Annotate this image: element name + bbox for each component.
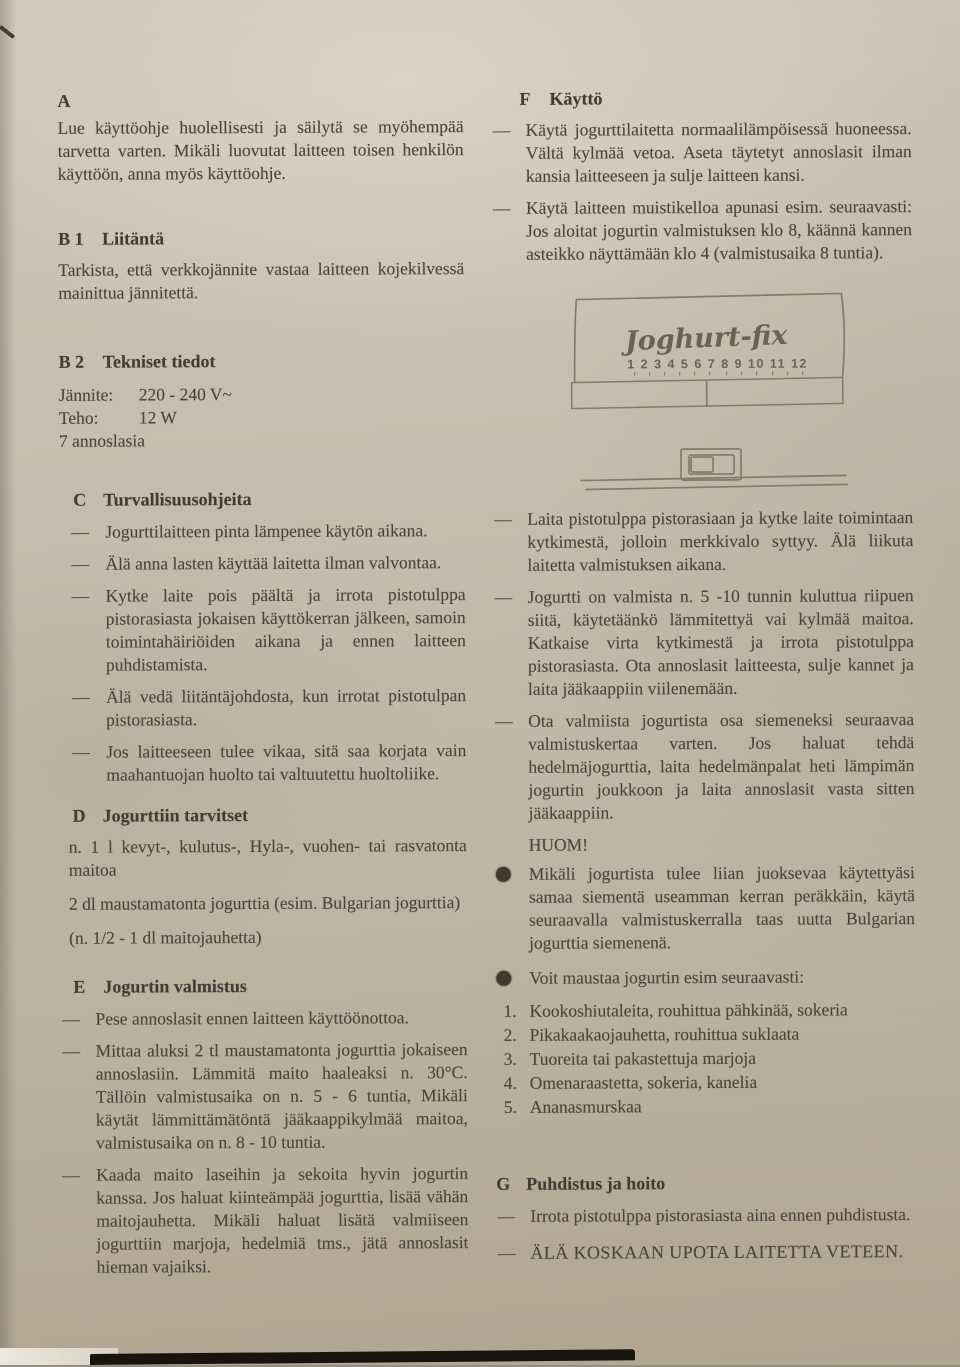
- usage-item: [492, 195, 912, 266]
- section-f-letter: F: [519, 88, 549, 111]
- section-c-letter: C: [73, 489, 103, 512]
- spec-voltage-value: 220 - 240 V~: [139, 384, 232, 404]
- section-f-title: Käyttö: [549, 88, 602, 108]
- section-e-heading: [61, 974, 467, 999]
- spec-voltage-label: Jännite:: [59, 383, 139, 406]
- spec-power-value: 12 W: [139, 407, 177, 427]
- scale-ticks: [635, 372, 803, 376]
- bullet-dot-icon: [496, 867, 511, 882]
- dash-marker: —: [497, 1205, 515, 1228]
- flavor-item: [496, 1069, 916, 1095]
- lid-left-edge: [574, 300, 576, 382]
- section-g-letter: G: [496, 1173, 526, 1196]
- section-a-paragraph: Lue käyttöohje huolellisesti ja säilytä se myöhempää tarvetta varten. Mikäli luovutat laitteen toisen henkilön käyttöön, anna myös käyttöohje.: [58, 115, 464, 186]
- left-column: [57, 88, 468, 1288]
- safety-item: [60, 684, 466, 732]
- ingredient-paragraph: (n. 1/2 - 1 dl maitojauhetta): [61, 925, 467, 950]
- section-f-heading: [491, 86, 911, 111]
- usage-item: [492, 117, 912, 188]
- flavor-list: [495, 997, 916, 1119]
- preparation-step-text: Mittaa aluksi 2 tl maustamatonta jogurttia jokaiseen annoslasiin. Lämmitä maito haaleaksi n. 30°C. Tällöin valmistusaika on n. 5 - 6 tuntia, Mikäli käytät lämmittämätöntä jääkaappikylmää maitoa, valmistusaika on n. 8 - 10 tuntia.: [96, 1039, 468, 1153]
- section-b2-letter: B 2: [59, 351, 103, 374]
- safety-item: [60, 739, 466, 787]
- safety-item: [59, 551, 465, 576]
- preparation-step: [62, 1038, 468, 1155]
- preparation-step: [62, 1162, 468, 1279]
- dash-marker: —: [495, 586, 513, 609]
- section-b2-heading: [59, 349, 465, 374]
- flavor-number: 2.: [503, 1023, 516, 1047]
- huom-label: HUOM!: [495, 832, 915, 857]
- section-e-letter: E: [73, 976, 103, 999]
- section-d-title: Jogurttiin tarvitset: [103, 805, 249, 826]
- preparation-step-text: Pese annoslasit ennen laitteen käyttöönottoa.: [95, 1007, 409, 1028]
- safety-item-text: Jos laitteeseen tulee vikaa, sitä saa korjata vain maahantuojan huolto tai valtuutettu huoltoliike.: [106, 740, 466, 785]
- section-d-heading: [61, 803, 467, 828]
- bullet-dot-icon: [496, 971, 511, 986]
- ingredient-paragraph: n. 1 l kevyt-, kulutus-, Hyla-, vuohen- tai rasvatonta maitoa: [61, 834, 467, 882]
- section-b1-title: Liitäntä: [102, 228, 164, 248]
- dash-marker: —: [63, 1040, 81, 1063]
- safety-item-text: Kytke laite pois päältä ja irrota pistotulppa pistorasiasta jokaisen käyttökerran jälkeen, samoin toimintahäiriöiden aikana ja ennen laitteen puhdistamista.: [106, 584, 466, 675]
- preparation-step: [61, 1006, 467, 1031]
- note-bullet: [495, 965, 915, 990]
- flavor-item: [496, 1093, 916, 1119]
- dash-marker: —: [493, 119, 511, 142]
- spec-power: [59, 405, 465, 430]
- section-g-heading: [496, 1171, 916, 1196]
- flavor-text: Ananasmurskaa: [530, 1096, 642, 1116]
- dash-marker: —: [495, 710, 513, 733]
- section-c-heading: [59, 487, 465, 512]
- flavor-number: 3.: [504, 1047, 517, 1071]
- right-column: [491, 86, 916, 1274]
- section-d-letter: D: [73, 805, 103, 828]
- dash-marker: —: [71, 553, 89, 576]
- base-bottom-edge: [586, 484, 847, 489]
- safety-item-text: Älä vedä liitäntäjohdosta, kun irrotat pistotulpan pistorasiasta.: [106, 685, 466, 730]
- usage-item-text: Laita pistotulppa pistorasiaan ja kytke laite toimintaan kytkimestä, jolloin merkkivalo syttyy. Älä liikuta laitetta valmistuksen aikana.: [527, 507, 913, 575]
- dash-marker: —: [494, 508, 512, 531]
- flavor-number: 5.: [504, 1095, 517, 1119]
- spec-voltage: [59, 382, 465, 407]
- flavor-text: Omenaraastetta, sokeria, kanelia: [530, 1072, 757, 1093]
- section-b1-paragraph: Tarkista, että verkkojännite vastaa laitteen kojekilvessä mainittua jännitettä.: [58, 257, 464, 305]
- flavor-text: Pikakaakaojauhetta, rouhittua suklaata: [529, 1024, 799, 1045]
- safety-item-text: Älä anna lasten käyttää laitetta ilman valvontaa.: [105, 552, 441, 573]
- safety-item-text: Jogurttilaitteen pinta lämpenee käytön aikana.: [105, 520, 427, 541]
- flavor-item: [495, 1021, 915, 1047]
- brand-logo-text: Joghurt-fix: [619, 320, 789, 358]
- flavor-item: [495, 997, 915, 1023]
- safety-item: [59, 519, 465, 544]
- dash-marker: —: [71, 521, 89, 544]
- usage-item-text: Ota valmiista jogurtista osa siemeneksi seuraavaa valmistuskertaa varten. Jos haluat tehdä hedelmäjogurttia, laita hedelmänpalat heti lämpimän jogurtin joukkoon ja laita annoslasit vasta sitten jääkaappiin.: [528, 709, 914, 823]
- usage-item: [493, 506, 913, 577]
- power-switch-outline: [681, 449, 741, 480]
- dash-marker: —: [72, 741, 90, 764]
- section-b1-heading: [58, 226, 464, 251]
- cleaning-item: [496, 1203, 916, 1228]
- flavor-text: Kookoshiutaleita, rouhittua pähkinää, sokeria: [529, 999, 847, 1020]
- preparation-step-text: Kaada maito laseihin ja sekoita hyvin jogurtin kanssa. Jos haluat kiinteämpää jogurttia, lisää vähän maitojauhetta. Mikäli haluat lisätä valmiiseen jogurttiin marjoja, hedelmiä tms., jätä annoslasit hieman vajaiksi.: [96, 1163, 468, 1277]
- usage-item-text: Jogurtti on valmista n. 5 -10 tunnin kuluttua riipuen siitä, käytetäänkö lämmitettyä vai kylmää maitoa. Katkaise virta kytkimestä ja irrota pistotulppa pistorasiasta. Ota annoslasit laitteesta, sulje kannet ja laita jääkaappiin viilenemään.: [528, 585, 914, 699]
- dash-marker: —: [497, 1242, 516, 1265]
- power-switch-slider: [691, 457, 713, 472]
- cleaning-item: [496, 1240, 916, 1265]
- dash-marker: —: [72, 686, 90, 709]
- section-b1-letter: B 1: [58, 228, 102, 251]
- spec-power-label: Teho:: [59, 406, 139, 429]
- flavor-text: Tuoreita tai pakastettuja marjoja: [530, 1048, 756, 1069]
- flavor-item: [496, 1045, 916, 1071]
- note-bullet-text: Voit maustaa jogurtin esim seuraavasti:: [529, 967, 804, 988]
- usage-item-text: Käytä laitteen muistikelloa apunasi esim. seuraavasti: Jos aloitat jogurtin valmistuksen klo 8, käännä kannen asteikko näyttämään klo 4 (valmistusaika 8 tuntia).: [526, 196, 912, 264]
- flavor-number: 4.: [504, 1071, 517, 1095]
- device-figure: [554, 282, 913, 500]
- section-g-title: Puhdistus ja hoito: [526, 1173, 665, 1194]
- lid-right-edge: [841, 293, 844, 376]
- section-a-heading: [57, 88, 463, 113]
- cleaning-item-text: Irrota pistotulppa pistorasiasta aina ennen puhdistusta.: [530, 1204, 910, 1226]
- note-bullet: [495, 861, 915, 955]
- usage-item: [494, 708, 914, 825]
- usage-item: [494, 584, 914, 701]
- dash-marker: —: [62, 1008, 80, 1031]
- lid-top-edge: [576, 293, 841, 299]
- spec-glasses-note: 7 annoslasia: [59, 428, 465, 453]
- flavor-number: 1.: [503, 999, 516, 1023]
- note-bullet-text: Mikäli jogurtista tulee liian juoksevaa käytettyäsi samaa siementä useamman kerran peräkkäin, käytä seuraavalla valmistuskerralla taas uutta Bulgarian jogurttia siemenenä.: [529, 862, 915, 953]
- dash-marker: —: [62, 1164, 80, 1187]
- section-b2-title: Tekniset tiedot: [103, 351, 216, 371]
- timer-scale-numbers: 1 2 3 4 5 6 7 8 9 10 11 12: [627, 357, 808, 372]
- section-e-title: Jogurtin valmistus: [103, 976, 247, 997]
- device-illustration: [554, 282, 933, 494]
- section-a-letter: A: [57, 90, 87, 113]
- dash-marker: —: [493, 197, 511, 220]
- section-c-title: Turvallisuusohjeita: [103, 489, 251, 510]
- dash-marker: —: [72, 585, 90, 608]
- cleaning-warning-text: ÄLÄ KOSKAAN UPOTA LAITETTA VETEEN.: [530, 1241, 903, 1263]
- safety-item: [60, 583, 466, 677]
- usage-item-text: Käytä jogurttilaitetta normaalilämpöisessä huoneessa. Vältä kylmää vetoa. Aseta täytetyt annoslasit ilman kansia laitteeseen ja sulje laitteen kansi.: [526, 118, 912, 186]
- ingredient-paragraph: 2 dl maustamatonta jogurttia (esim. Bulgarian jogurttia): [61, 891, 467, 916]
